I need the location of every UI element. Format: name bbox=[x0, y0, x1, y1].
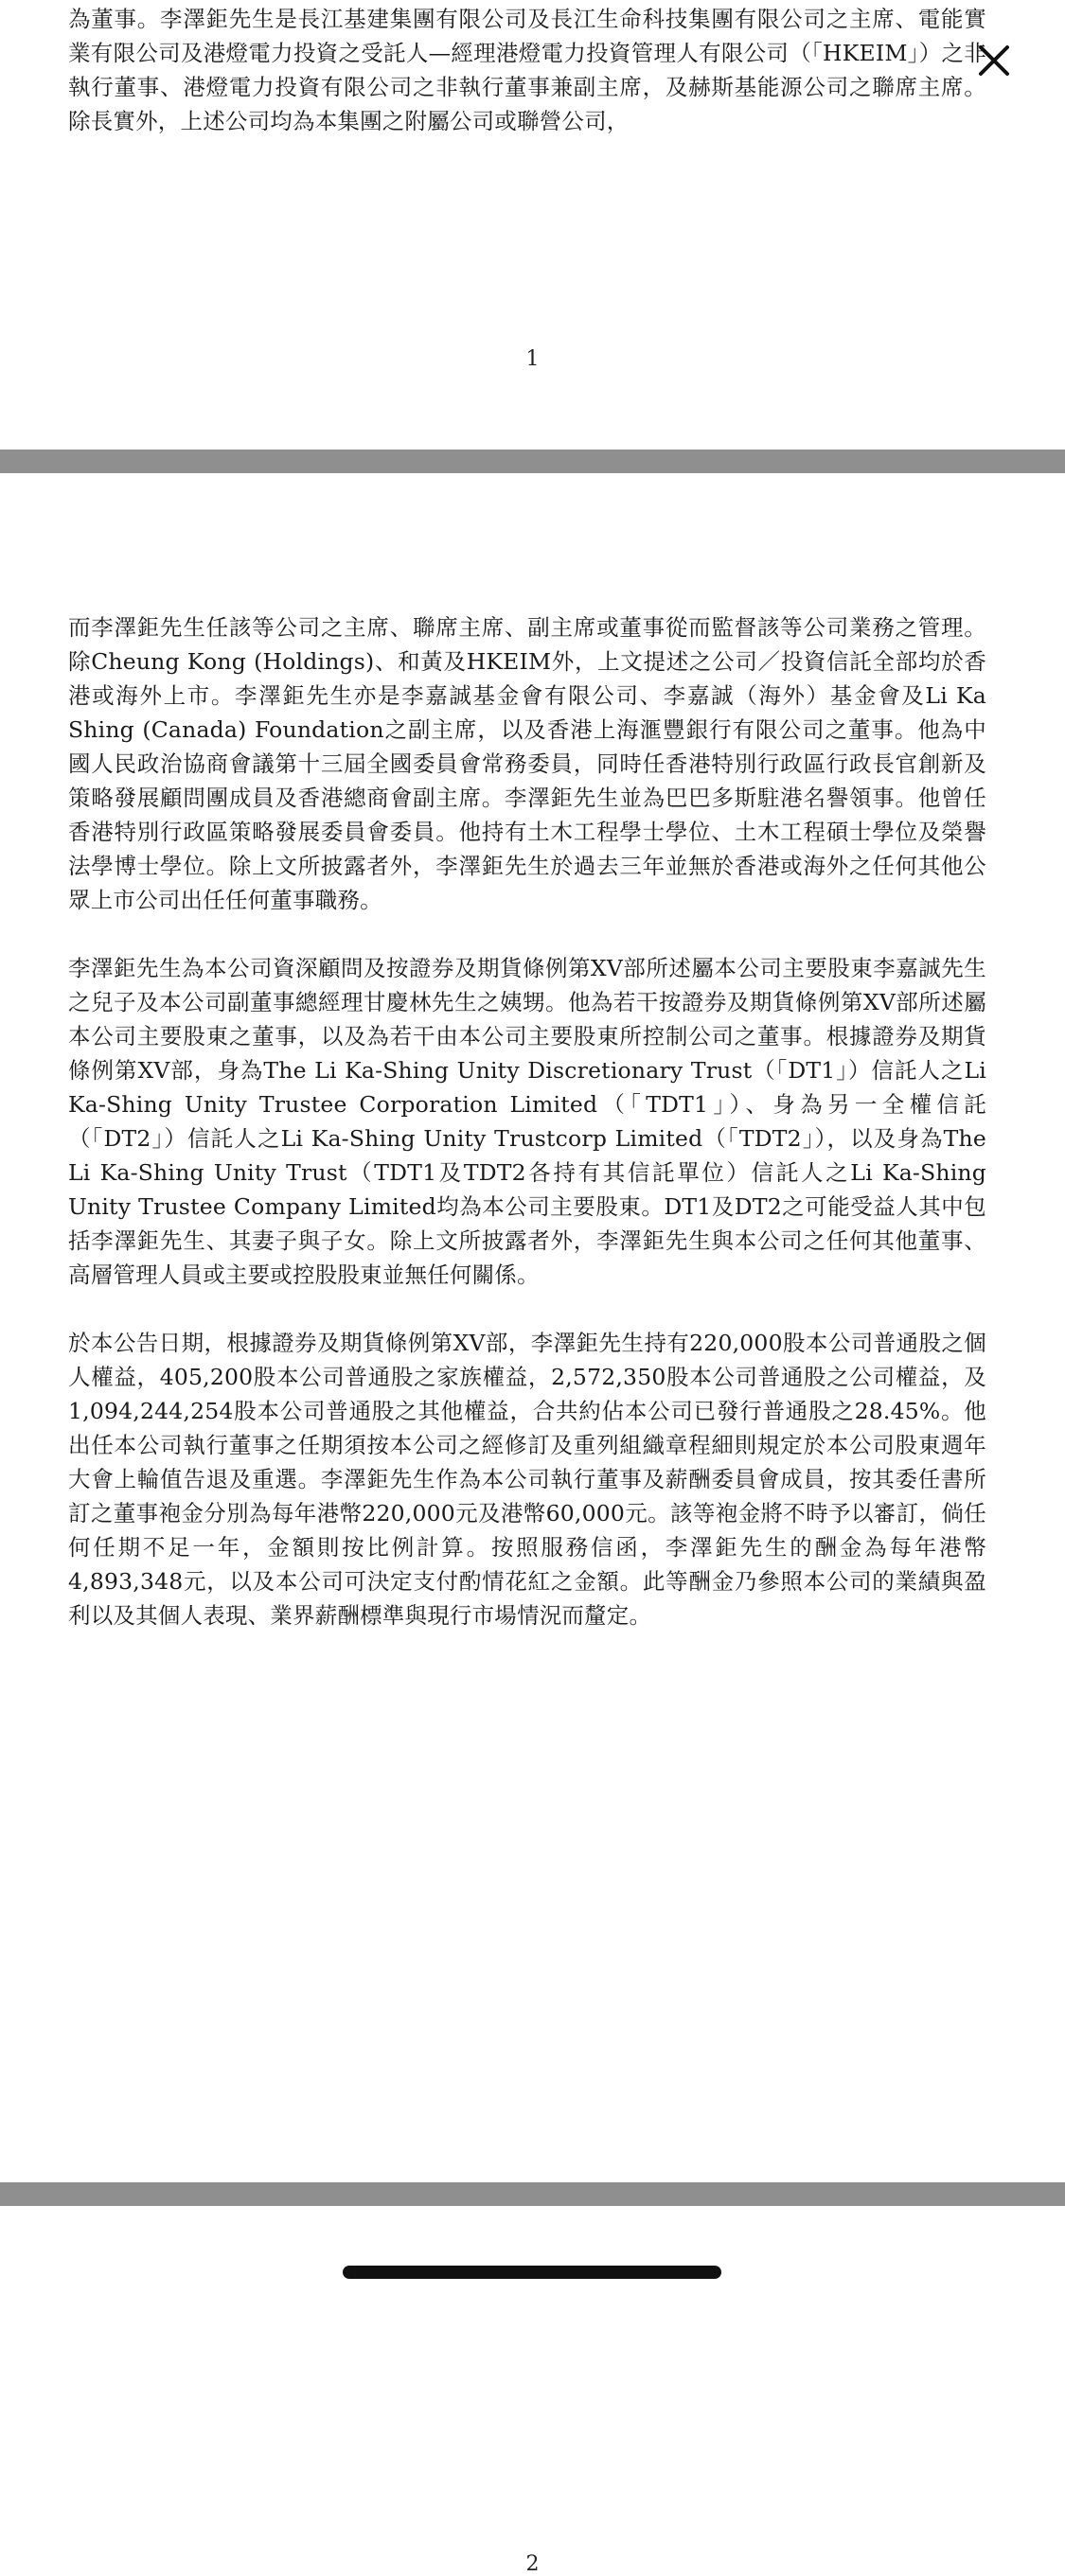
page-number: 1 bbox=[525, 347, 540, 371]
close-button[interactable] bbox=[971, 38, 1017, 83]
page-1-text: 為董事。李澤鉅先生是長江基建集團有限公司及長江生命科技集團有限公司之主席、電能實業有限公司及港燈電力投資之受託人—經理港燈電力投資管理人有限公司（「HKEIM」）之非執行董事、港燈電力投資有限公司之非執行董事兼副主席，及赫斯基能源公司之聯席主席。除長實外，上述公司均為本集團之附屬公司或聯營公司， bbox=[68, 6, 986, 134]
page-separator bbox=[0, 450, 1065, 473]
close-icon bbox=[975, 42, 1013, 79]
document-page-1 bbox=[0, 0, 1065, 450]
page-separator bbox=[0, 2182, 1065, 2206]
paragraph: 李澤鉅先生為本公司資深顧問及按證券及期貨條例第XV部所述屬本公司主要股東李嘉誠先生之兒子及本公司副董事總經理甘慶林先生之姨甥。他為若干按證券及期貨條例第XV部所述屬本公司主要股東之董事，以及為若干由本公司主要股東所控制公司之董事。根據證券及期貨條例第XV部，身為The Li Ka-Shing Unity Discretionary Trust（「DT1」）信託人之Li Ka-Shing Unity Trustee Corporation Limited（「TDT1」）、身為另一全權信託（「DT2」）信託人之Li Ka-Shing Unity Trustcorp Limited（「TDT2」），以及身為The Li Ka-Shing Unity Trust（TDT1及TDT2各持有其信託單位）信託人之Li Ka-Shing Unity Trustee Company Limited均為本公司主要股東。DT1及DT2之可能受益人其中包括李澤鉅先生、其妻子與子女。除上文所披露者外，李澤鉅先生與本公司之任何其他董事、高層管理人員或主要或控股股東並無任何關係。 bbox=[68, 955, 986, 1288]
home-indicator[interactable] bbox=[343, 2266, 721, 2279]
paragraph: 而李澤鉅先生任該等公司之主席、聯席主席、副主席或董事從而監督該等公司業務之管理。除Cheung Kong (Holdings)、和黃及HKEIM外，上文提述之公司／投資信託全部均於香港或海外上市。李澤鉅先生亦是李嘉誠基金會有限公司、李嘉誠（海外）基金會及Li Ka Shing (Canada) Foundation之副主席，以及香港上海滙豐銀行有限公司之董事。他為中國人民政治協商會議第十三屆全國委員會常務委員，同時任香港特別行政區行政長官創新及策略發展顧問團成員及香港總商會副主席。李澤鉅先生並為巴巴多斯駐港名譽領事。他曾任香港特別行政區策略發展委員會委員。他持有土木工程學士學位、土木工程碩士學位及榮譽法學博士學位。除上文所披露者外，李澤鉅先生於過去三年並無於香港或海外之任何其他公眾上市公司出任任何董事職務。 bbox=[68, 614, 986, 913]
page-number: 2 bbox=[525, 2552, 540, 2576]
paragraph: 於本公告日期，根據證券及期貨條例第XV部，李澤鉅先生持有220,000股本公司普通股之個人權益，405,200股本公司普通股之家族權益，2,572,350股本公司普通股之公司權益，及1,094,244,254股本公司普通股之其他權益，合共約佔本公司已發行普通股之28.45%。他出任本公司執行董事之任期須按本公司之經修訂及重列組織章程細則規定於本公司股東週年大會上輪值告退及重選。李澤鉅先生作為本公司執行董事及薪酬委員會成員，按其委任書所訂之董事袍金分別為每年港幣220,000元及港幣60,000元。該等袍金將不時予以審訂，倘任何任期不足一年，金額則按比例計算。按照服務信函，李澤鉅先生的酬金為每年港幣4,893,348元，以及本公司可決定支付酌情花紅之金額。此等酬金乃參照本公司的業績與盈利以及其個人表現、業界薪酬標準與現行市場情況而釐定。 bbox=[68, 1330, 986, 1629]
page-2-text bbox=[68, 610, 986, 1667]
